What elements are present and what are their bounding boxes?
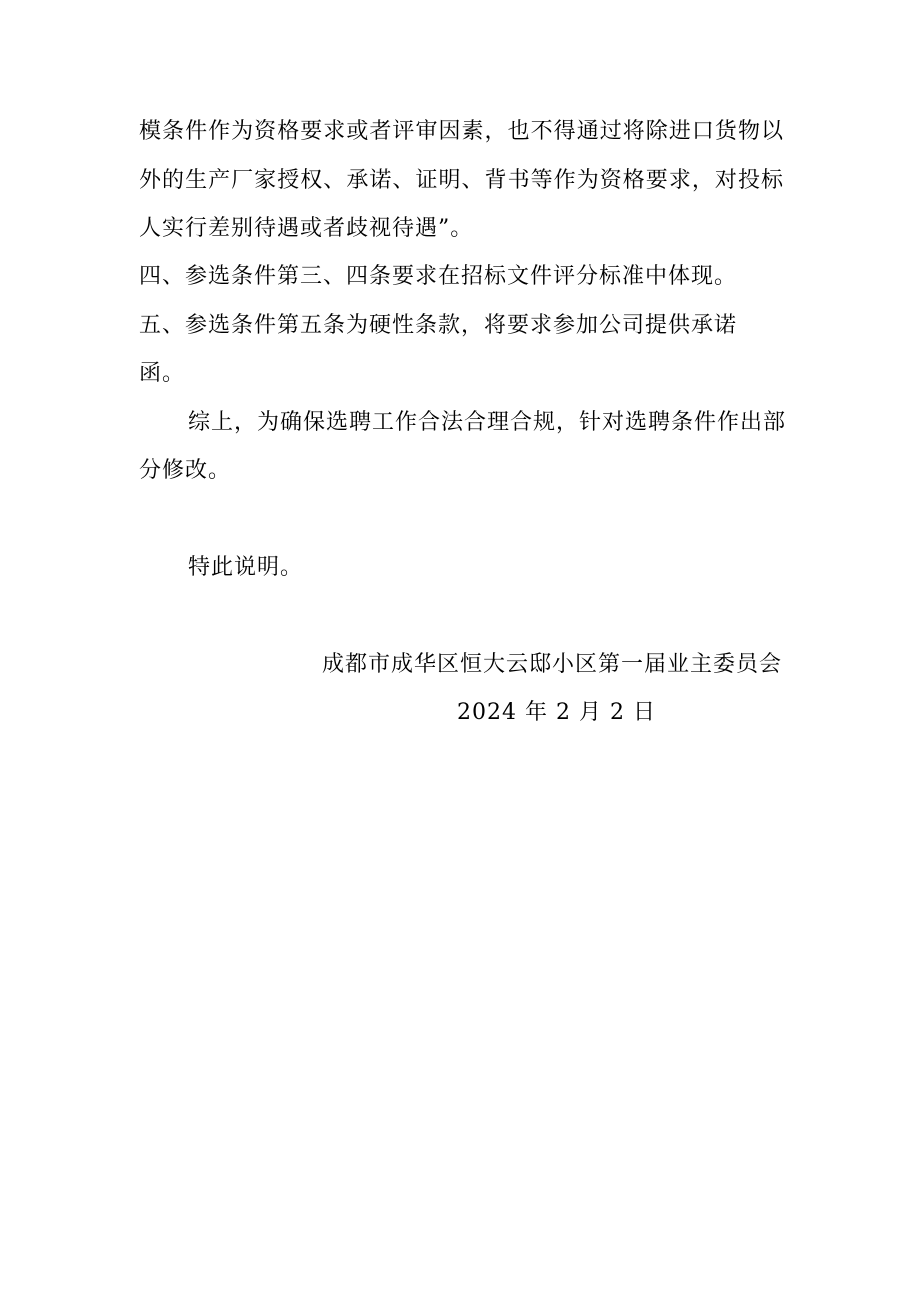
closing-statement: 特此说明。 [188, 555, 304, 580]
signature-date: 2024 年 2 月 2 日 [457, 700, 656, 725]
item-five-line: 函。 [139, 361, 186, 386]
signature-organization: 成都市成华区恒大云邸小区第一届业主委员会 [321, 652, 782, 677]
paragraph-line: 模条件作为资格要求或者评审因素，也不得通过将除进口货物以 [139, 119, 784, 144]
paragraph-line: 人实行差别待遇或者歧视待遇”。 [139, 216, 474, 241]
item-four: 四、参选条件第三、四条要求在招标文件评分标准中体现。 [139, 264, 738, 289]
summary-line: 分修改。 [139, 458, 232, 483]
summary-line: 综上，为确保选聘工作合法合理合规，针对选聘条件作出部 [188, 410, 787, 435]
item-five-line: 五、参选条件第五条为硬性条款，将要求参加公司提供承诺 [139, 313, 738, 338]
paragraph-line: 外的生产厂家授权、承诺、证明、背书等作为资格要求，对投标 [139, 168, 784, 193]
